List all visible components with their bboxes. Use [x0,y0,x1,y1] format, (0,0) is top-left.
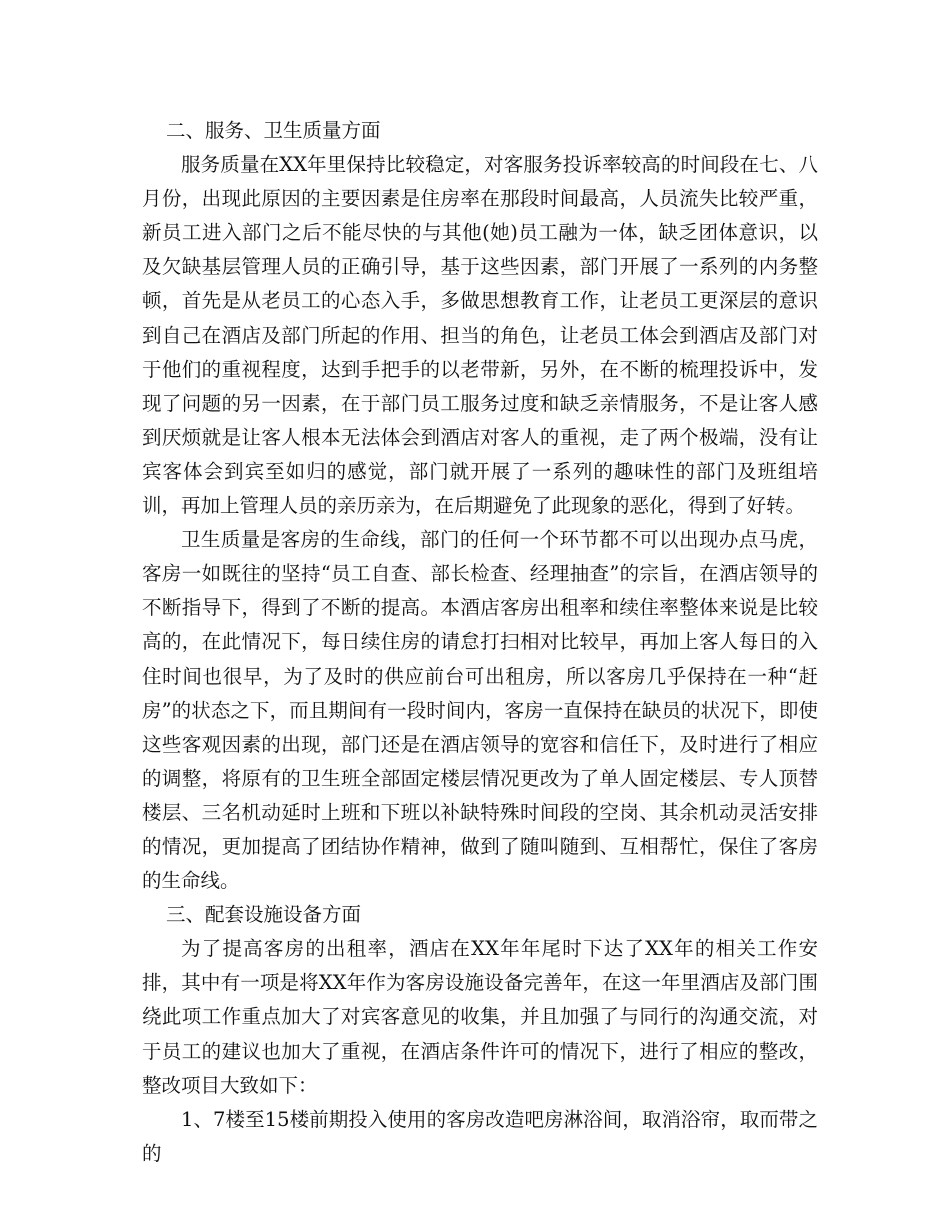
document-body [142,114,818,1171]
paragraph-service-quality: 服务质量在XX年里保持比较稳定，对客服务投诉率较高的时间段在七、八月份，出现此原因的主要因素是住房率在那段时间最高，人员流失比较严重，新员工进入部门之后不能尽快的与其他(她)员工融为一体，缺乏团体意识，以及欠缺基层管理人员的正确引导，基于这些因素，部门开展了一系列的内务整顿，首先是从老员工的心态入手，多做思想教育工作，让老员工更深层的意识到自己在酒店及部门所起的作用、担当的角色，让老员工体会到酒店及部门对于他们的重视程度，达到手把手的以老带新，另外，在不断的梳理投诉中，发现了问题的另一因素，在于部门员工服务过度和缺乏亲情服务，不是让客人感到厌烦就是让客人根本无法体会到酒店对客人的重视，走了两个极端，没有让宾客体会到宾至如归的感觉，部门就开展了一系列的趣味性的部门及班组培训，再加上管理人员的亲历亲为，在后期避免了此现象的恶化，得到了好转。 [142,153,818,518]
paragraph-facilities-item-1: 1、7楼至15楼前期投入使用的客房改造吧房淋浴间，取消浴帘，取而带之的 [142,1107,818,1165]
section-heading-service-hygiene: 二、服务、卫生质量方面 [166,119,381,142]
paragraph-hygiene-quality: 卫生质量是客房的生命线，部门的任何一个环节都不可以出现办点马虎，客房一如既往的坚持“员工自查、部长检查、经理抽查”的宗旨，在酒店领导的不断指导下，得到了不断的提高。本酒店客房出租率和续住率整体来说是比较高的，在此情况下，每日续住房的请怠打扫相对比较早，再加上客人每日的入住时间也很早，为了及时的供应前台可出租房，所以客房几乎保持在一种“赶房”的状态之下，而且期间有一段时间内，客房一直保持在缺员的状况下，即使这些客观因素的出现，部门还是在酒店领导的宽容和信任下，及时进行了相应的调整，将原有的卫生班全部固定楼层情况更改为了单人固定楼层、专人顶替楼层、三名机动延时上班和下班以补缺特殊时间段的空岗、其余机动灵活安排的情况，更加提高了团结协作精神，做到了随叫随到、互相帮忙，保住了客房的生命线。 [142,528,818,893]
paragraph-facilities-intro: 为了提高客房的出租率，酒店在XX年年尾时下达了XX年的相关工作安排，其中有一项是将XX年作为客房设施设备完善年，在这一年里酒店及部门围绕此项工作重点加大了对宾客意见的收集，并且加强了与同行的沟通交流，对于员工的建议也加大了重视，在酒店条件许可的情况下，进行了相应的整改，整改项目大致如下： [142,937,818,1097]
section-heading-facilities: 三、配套设施设备方面 [166,903,362,927]
